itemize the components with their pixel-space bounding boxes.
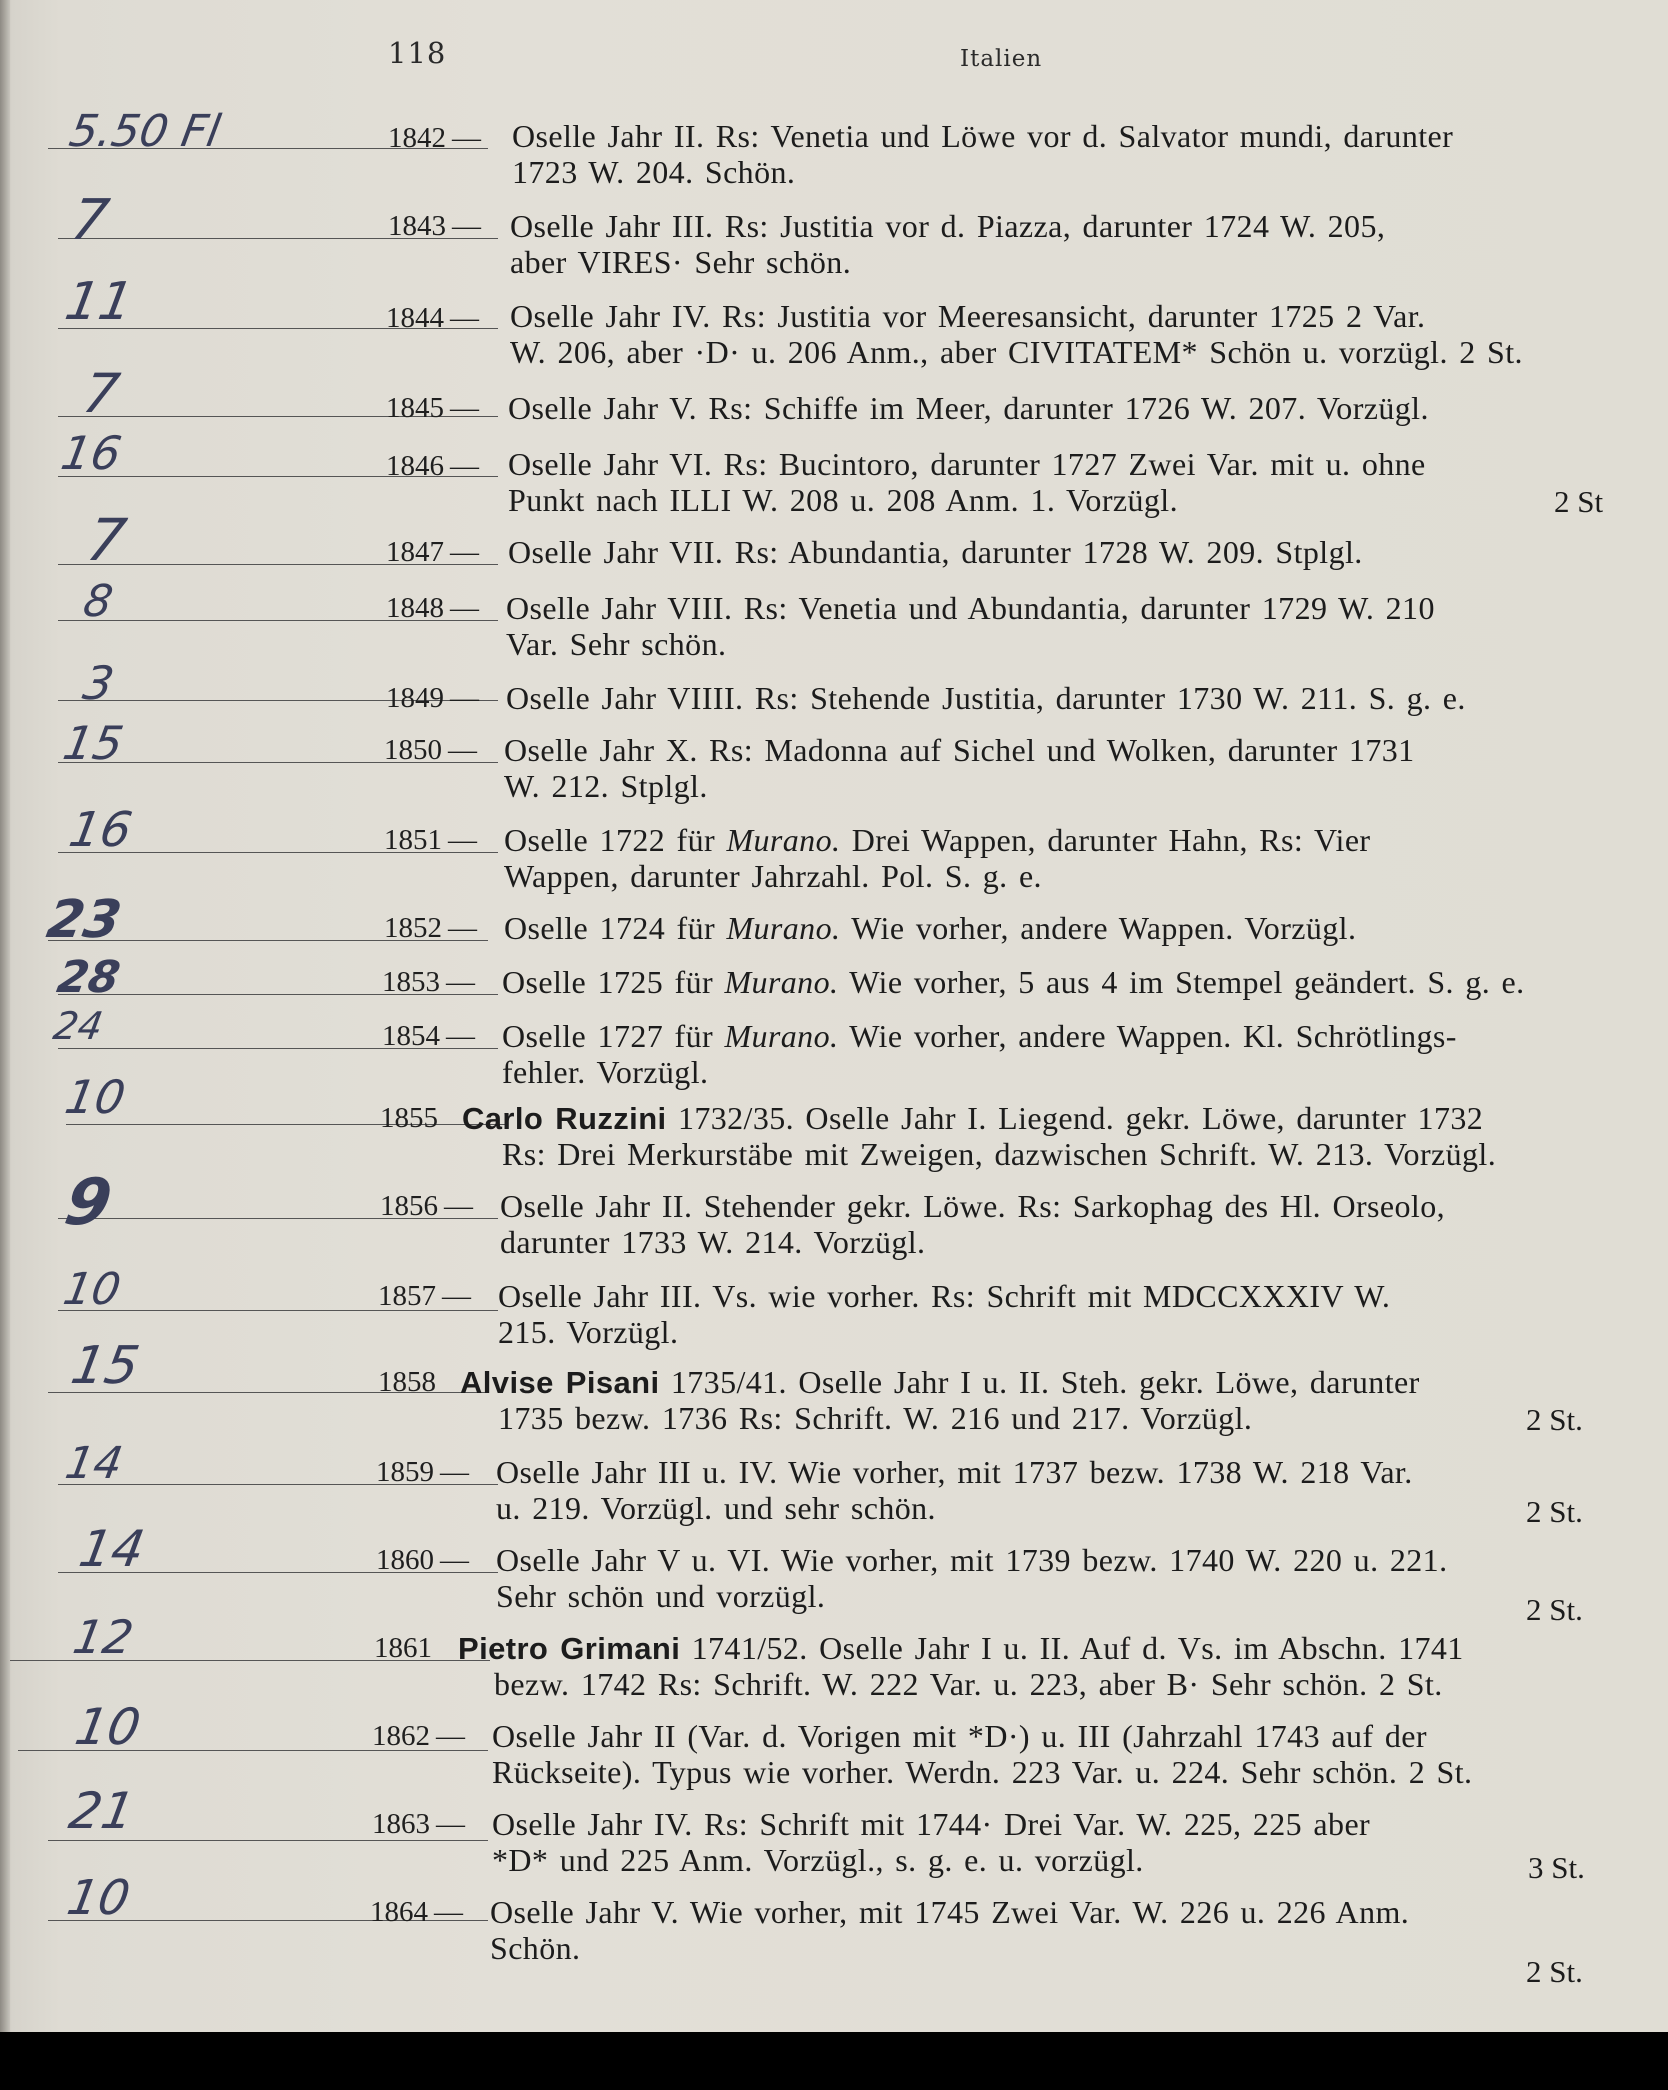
- handwritten-price: 14: [74, 1520, 149, 1578]
- lot-number: 1849 —: [386, 682, 479, 714]
- lot-description-line1: Oselle Jahr V. Wie vorher, mit 1745 Zwei Var. W. 226 u. 226 Anm.: [490, 1894, 1410, 1930]
- lot-description-line2: fehler. Vorzügl.: [502, 1054, 709, 1090]
- lot-description-line2: 215. Vorzügl.: [498, 1314, 679, 1350]
- lot-number: 1859 —: [376, 1456, 469, 1488]
- lot-description-line2: Rückseite). Typus wie vorher. Werdn. 223 Var. u. 224. Sehr schön. 2 St.: [492, 1754, 1473, 1790]
- doge-name: Alvise Pisani: [460, 1365, 660, 1400]
- lot-number: 1843 —: [388, 210, 481, 242]
- handwritten-price: 5.50 Fl: [65, 106, 224, 157]
- lot-description-line2: Sehr schön und vorzügl.: [496, 1578, 826, 1614]
- lot-description-line2: W. 206, aber ·D· u. 206 Anm., aber CIVITATEM* Schön u. vorzügl. 2 St.: [510, 334, 1523, 370]
- lot-description-line1: Oselle Jahr III. Vs. wie vorher. Rs: Schrift mit MDCCXXXIV W.: [498, 1278, 1391, 1314]
- lot-description-line2: 1723 W. 204. Schön.: [512, 154, 796, 190]
- lot-description-line2: darunter 1733 W. 214. Vorzügl.: [500, 1224, 926, 1260]
- lot-description-line2: Punkt nach ILLI W. 208 u. 208 Anm. 1. Vorzügl.: [508, 482, 1178, 518]
- lot-number: 1862 —: [372, 1720, 465, 1752]
- lot-number: 1856 —: [380, 1190, 473, 1222]
- lot-number: 1864 —: [370, 1896, 463, 1928]
- handwritten-price: 7: [66, 188, 114, 253]
- lot-number: 1863 —: [372, 1808, 465, 1840]
- lot-description-line1: Oselle Jahr III u. IV. Wie vorher, mit 1737 bezw. 1738 W. 218 Var.: [496, 1454, 1413, 1490]
- lot-number: 1857 —: [378, 1280, 471, 1312]
- handwritten-price: 23: [42, 890, 126, 950]
- lot-description-line1: Oselle Jahr II. Stehender gekr. Löwe. Rs: Sarkophag des Hl. Orseolo,: [500, 1188, 1445, 1224]
- handwritten-price: 21: [64, 1782, 139, 1840]
- lot-description-line2: Rs: Drei Merkurstäbe mit Zweigen, dazwischen Schrift. W. 213. Vorzügl.: [502, 1136, 1497, 1172]
- lot-description-line1: Oselle 1722 für Murano. Drei Wappen, darunter Hahn, Rs: Vier: [504, 822, 1371, 858]
- handwritten-price: 8: [79, 576, 117, 627]
- lot-description-line1: Oselle Jahr III. Rs: Justitia vor d. Piazza, darunter 1724 W. 205,: [510, 208, 1386, 244]
- handwritten-price: 7: [78, 362, 124, 425]
- quantity: 2 St.: [1526, 1402, 1583, 1437]
- lot-number: 1855: [380, 1102, 438, 1134]
- lot-number: 1861: [374, 1632, 432, 1664]
- lot-number: 1846 —: [386, 450, 479, 482]
- lot-number: 1851 —: [384, 824, 477, 856]
- lot-description-line2: W. 212. Stplgl.: [504, 768, 708, 804]
- lot-description-line2: *D* und 225 Anm. Vorzügl., s. g. e. u. vorzügl.: [492, 1842, 1144, 1878]
- lot-description-line2: Wappen, darunter Jahrzahl. Pol. S. g. e.: [504, 858, 1042, 894]
- handwritten-price: 16: [57, 426, 126, 480]
- quantity: 2 St.: [1526, 1592, 1583, 1627]
- lot-number: 1858: [378, 1366, 436, 1398]
- handwritten-price: 7: [82, 506, 131, 574]
- lot-number: 1847 —: [386, 536, 479, 568]
- handwritten-price: 10: [59, 1264, 125, 1315]
- handwritten-price: 11: [60, 272, 138, 332]
- quantity: 2 St: [1554, 484, 1604, 519]
- lot-description-line1: Carlo Ruzzini 1732/35. Oselle Jahr I. Liegend. gekr. Löwe, darunter 1732: [462, 1100, 1484, 1136]
- mint-name: Murano.: [724, 1018, 839, 1054]
- lot-number: 1850 —: [384, 734, 477, 766]
- quantity: 2 St.: [1526, 1494, 1583, 1529]
- running-title: Italien: [960, 46, 1043, 72]
- lot-number: 1853 —: [382, 966, 475, 998]
- handwritten-price: 15: [59, 716, 128, 770]
- handwritten-price: 28: [53, 952, 124, 1003]
- lot-description-line1: Oselle Jahr X. Rs: Madonna auf Sichel und Wolken, darunter 1731: [504, 732, 1415, 768]
- lot-description-line1: Oselle 1727 für Murano. Wie vorher, andere Wappen. Kl. Schrötlings-: [502, 1018, 1457, 1054]
- lot-number: 1860 —: [376, 1544, 469, 1576]
- lot-description-line1: Oselle 1725 für Murano. Wie vorher, 5 aus 4 im Stempel geändert. S. g. e.: [502, 964, 1525, 1000]
- lot-description-line1: Alvise Pisani 1735/41. Oselle Jahr I u. II. Steh. gekr. Löwe, darunter: [460, 1364, 1420, 1400]
- lot-number: 1854 —: [382, 1020, 475, 1052]
- lot-description-line2: u. 219. Vorzügl. und sehr schön.: [496, 1490, 936, 1526]
- lot-number: 1842 —: [388, 122, 481, 154]
- lot-description-line2: Var. Sehr schön.: [506, 626, 727, 662]
- handwritten-price: 12: [69, 1610, 138, 1664]
- lot-description-line1: Pietro Grimani 1741/52. Oselle Jahr I u. II. Auf d. Vs. im Abschn. 1741: [458, 1630, 1464, 1666]
- lot-description-line1: Oselle 1724 für Murano. Wie vorher, andere Wappen. Vorzügl.: [504, 910, 1357, 946]
- price-rule: [66, 1124, 506, 1125]
- lot-number: 1845 —: [386, 392, 479, 424]
- doge-name: Pietro Grimani: [458, 1631, 681, 1666]
- handwritten-price: 10: [70, 1698, 145, 1756]
- handwritten-price: 10: [63, 1870, 135, 1926]
- lot-number: 1852 —: [384, 912, 477, 944]
- lot-description-line2: 1735 bezw. 1736 Rs: Schrift. W. 216 und 217. Vorzügl.: [498, 1400, 1253, 1436]
- lot-description-line2: aber VIRES· Sehr schön.: [510, 244, 852, 280]
- page-number: 118: [388, 36, 447, 70]
- lot-description-line2: Schön.: [490, 1930, 581, 1966]
- lot-description-line1: Oselle Jahr II. Rs: Venetia und Löwe vor d. Salvator mundi, darunter: [512, 118, 1454, 154]
- handwritten-price: 16: [65, 802, 137, 858]
- quantity: 2 St.: [1526, 1954, 1583, 1989]
- mint-name: Murano.: [726, 822, 841, 858]
- handwritten-price: 9: [59, 1166, 118, 1240]
- lot-number: 1848 —: [386, 592, 479, 624]
- lot-description-line1: Oselle Jahr IV. Rs: Justitia vor Meeresansicht, darunter 1725 2 Var.: [510, 298, 1426, 334]
- lot-description-line1: Oselle Jahr VIII. Rs: Venetia und Abundantia, darunter 1729 W. 210: [506, 590, 1435, 626]
- lot-description-line1: Oselle Jahr VII. Rs: Abundantia, darunter 1728 W. 209. Stplgl.: [508, 534, 1363, 570]
- doge-name: Carlo Ruzzini: [462, 1101, 667, 1136]
- lot-description-line1: Oselle Jahr VIIII. Rs: Stehende Justitia, darunter 1730 W. 211. S. g. e.: [506, 680, 1466, 716]
- mint-name: Murano.: [726, 910, 841, 946]
- lot-description-line1: Oselle Jahr II (Var. d. Vorigen mit *D·) u. III (Jahrzahl 1743 auf der: [492, 1718, 1427, 1754]
- handwritten-price: 15: [66, 1336, 144, 1396]
- lot-description-line1: Oselle Jahr IV. Rs: Schrift mit 1744· Drei Var. W. 225, 225 aber: [492, 1806, 1371, 1842]
- handwritten-price: 24: [50, 1004, 107, 1048]
- handwritten-price: 10: [61, 1070, 130, 1124]
- lot-description-line2: bezw. 1742 Rs: Schrift. W. 222 Var. u. 223, aber B· Sehr schön. 2 St.: [494, 1666, 1443, 1702]
- handwritten-price: 14: [61, 1438, 127, 1489]
- handwritten-price: 3: [79, 656, 119, 710]
- lot-description-line1: Oselle Jahr VI. Rs: Bucintoro, darunter 1727 Zwei Var. mit u. ohne: [508, 446, 1426, 482]
- lot-number: 1844 —: [386, 302, 479, 334]
- lot-description-line1: Oselle Jahr V. Rs: Schiffe im Meer, darunter 1726 W. 207. Vorzügl.: [508, 390, 1429, 426]
- quantity: 3 St.: [1528, 1850, 1585, 1885]
- lot-description-line1: Oselle Jahr V u. VI. Wie vorher, mit 1739 bezw. 1740 W. 220 u. 221.: [496, 1542, 1448, 1578]
- mint-name: Murano.: [724, 964, 839, 1000]
